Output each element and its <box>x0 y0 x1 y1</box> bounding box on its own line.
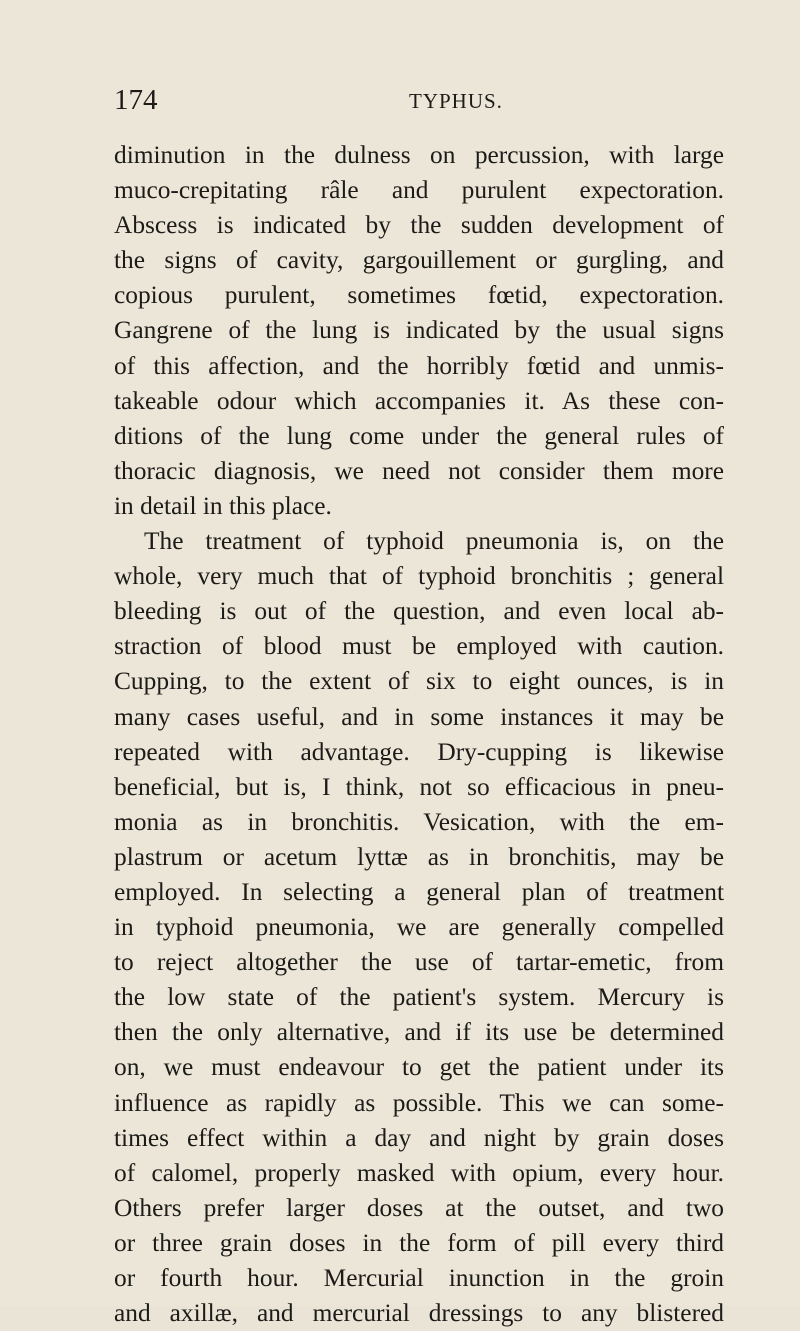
text-line: to reject altogether the use of tartar-emetic, from <box>114 948 724 977</box>
text-line: and axillæ, and mercurial dressings to any blistered <box>114 1299 724 1328</box>
text-line: the signs of cavity, gargouillement or gurgling, and <box>114 246 724 275</box>
text-line: monia as in bronchitis. Vesication, with the em- <box>114 807 724 836</box>
text-line: repeated with advantage. Dry-cupping is likewise <box>114 737 724 766</box>
text-line: ditions of the lung come under the general rules of <box>114 421 724 450</box>
text-line: influence as rapidly as possible. This we can some- <box>114 1088 724 1117</box>
text-line: many cases useful, and in some instances it may be <box>114 702 724 731</box>
text-line: plastrum or acetum lyttæ as in bronchitis, may be <box>114 842 724 871</box>
page-number: 174 <box>114 84 158 116</box>
text-line: in typhoid pneumonia, we are generally compelled <box>114 913 724 942</box>
text-line: muco-crepitating râle and purulent expectoration. <box>114 176 724 205</box>
running-head: TYPHUS. <box>409 89 503 113</box>
text-line: Abscess is indicated by the sudden development of <box>114 211 724 240</box>
text-line: bleeding is out of the question, and even local ab- <box>114 597 724 626</box>
text-line: in detail in this place. <box>114 491 332 520</box>
text-line: the low state of the patient's system. Mercury is <box>114 983 724 1012</box>
text-line: straction of blood must be employed with caution. <box>114 632 724 661</box>
body-text <box>114 138 724 1331</box>
text-line: thoracic diagnosis, we need not consider them more <box>114 456 724 485</box>
text-line: copious purulent, sometimes fœtid, expectoration. <box>114 281 724 310</box>
text-line: The treatment of typhoid pneumonia is, on the <box>144 527 724 556</box>
text-line: employed. In selecting a general plan of treatment <box>114 877 724 906</box>
text-line: Gangrene of the lung is indicated by the usual signs <box>114 316 724 345</box>
text-line: beneficial, but is, I think, not so efficacious in pneu- <box>114 772 724 801</box>
text-line: times effect within a day and night by grain doses <box>114 1123 724 1152</box>
text-line: Others prefer larger doses at the outset, and two <box>114 1193 724 1222</box>
text-line: Cupping, to the extent of six to eight ounces, is in <box>114 667 724 696</box>
text-line: of this affection, and the horribly fœtid and unmis- <box>114 351 724 380</box>
page-header <box>114 84 714 124</box>
text-line: takeable odour which accompanies it. As these con- <box>114 386 724 415</box>
text-line: or three grain doses in the form of pill every third <box>114 1228 724 1257</box>
text-line: diminution in the dulness on percussion, with large <box>114 141 724 169</box>
text-line: then the only alternative, and if its use be determined <box>114 1018 724 1047</box>
text-line: on, we must endeavour to get the patient under its <box>114 1053 724 1082</box>
text-line: of calomel, properly masked with opium, every hour. <box>114 1158 724 1187</box>
text-line: or fourth hour. Mercurial inunction in the groin <box>114 1264 724 1292</box>
text-line: whole, very much that of typhoid bronchitis ; general <box>114 562 724 591</box>
